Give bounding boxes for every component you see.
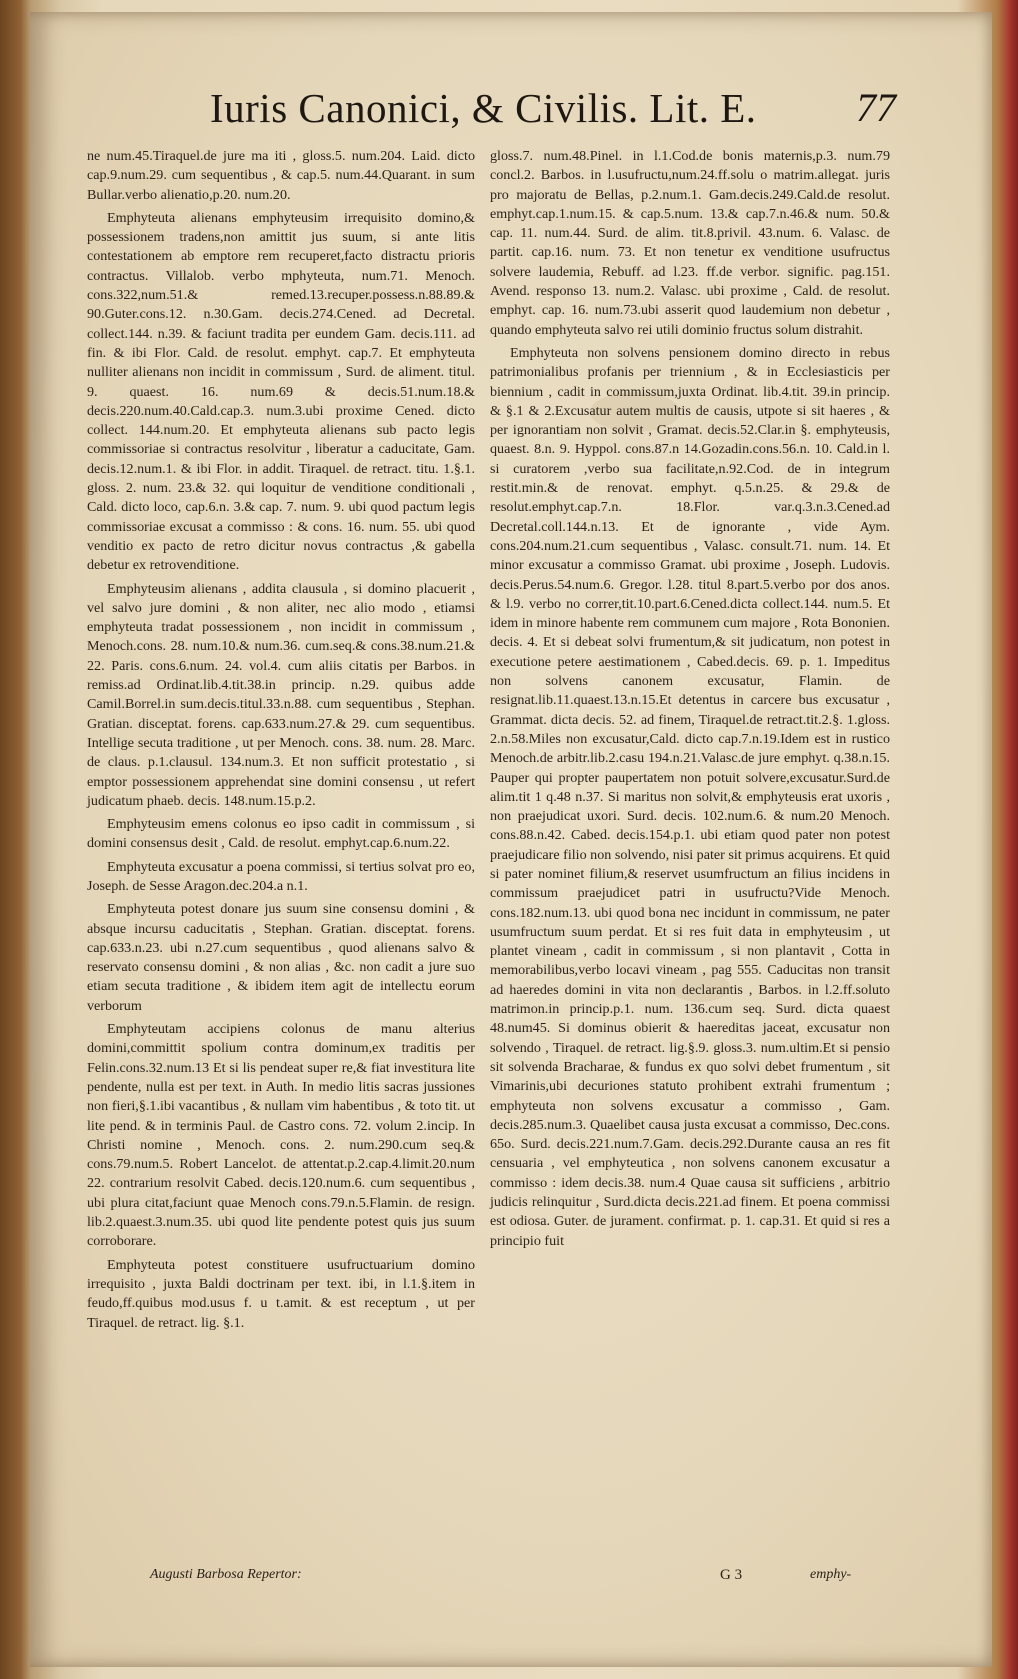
paragraph: ne num.45.Tiraquel.de jure ma iti , gloss.5. num.204. Laid. dicto cap.9.num.29. cum sequentibus , & cap.5. num.44.Quarant. in sum Bullar.verbo alienatio,p.20. num.20. — [87, 148, 475, 203]
catchword: emphy- — [810, 1567, 852, 1582]
running-head — [180, 84, 980, 144]
paragraph: Emphyteuta excusatur a poena commissi, si tertius solvat pro eo, Joseph. de Sesse Aragon.dec.204.a n.1. — [87, 858, 475, 894]
paragraph: Emphyteusim emens colonus eo ipso cadit in commissum , si domini consensus desit , Cald. de resolut. emphyt.cap.6.num.22. — [87, 816, 475, 852]
catchline-left: Augusti Barbosa Repertor: — [150, 1567, 302, 1582]
paragraph: Emphyteuta potest donare jus suum sine consensu domini , & absque incursu caducitatis , Stephan. Gratian. disceptat. forens. cap.633.n.23. ubi n.27.cum sequentibus , quod alienans salvo & reservato consensu domini , & non alias , &c. non cadit a jure suo etiam secuta traditione , & ibidem item agit de intellectu eorum verborum — [87, 901, 475, 1014]
paragraph: Emphyteutam accipiens colonus de manu alterius domini,committit spolium contra dominum,ex traditis per Felin.cons.32.num.13 Et si lis pendeat super re,& fiat investitura lite pendente, nulla est per text. in Auth. In medio litis sacras jussiones non fieri,§.1.ibi vacantibus , & nullam vim habentibus , & toto tit. ut lite pend. & in terminis Paul. de Castro cons. 72. volum 2.incip. In Christi nomine , Menoch. cons. 2. num.290.cum seq.& cons.79.num.5. Robert Lancelot. de attentat.p.2.cap.4.limit.20.num 22. contrarium resolvit Cabed. decis.120.num.6. cum sequentibus , ubi plura citat,faciunt quae Menoch cons.79.n.5.Flamin. de resign. lib.2.quaest.3.num.35. ubi quod lite pendente potest quis jus suum corroborare. — [87, 1021, 475, 1250]
book-page — [30, 12, 992, 1667]
right-column — [490, 147, 890, 1255]
paragraph: Emphyteusim alienans , addita clausula , si domino placuerit , vel salvo jure domini , & non aliter, nec alio modo , etiamsi emphyteuta tradat possessionem , non incidit in commissum , Menoch.cons. 28. num.10.& num.36. cum.seq.& cons.38.num.21.& 22. Paris. cons.6.num. 24. vol.4. cum aliis citatis per Barbos. in remiss.ad Ordinat.lib.4.tit.38.in princip. n.29. quibus adde Camil.Borrel.in sum.decis.titul.33.n.88. cum sequentibus , Stephan. Gratian. disceptat. forens. cap.633.num.27.& 29. cum sequentibus. Intellige secuta traditione , ut per Menoch. cons. 38. num. 28. Marc. de claus. p.1.clausul. 134.num.3. Et non sufficit protestatio , si emptor possessionem apprehendat sine domini consensu , ut refert judicatum phaeb. decis. 148.num.15.p.2. — [87, 580, 475, 809]
paragraph: gloss.7. num.48.Pinel. in l.1.Cod.de bonis maternis,p.3. num.79 concl.2. Barbos. in l.usufructu,num.24.ff.solu o matrim.allegat. juris pro majoratu de Bellas, p.2.num.1. Gam.decis.249.Cald.de resolut. emphyt.cap.1.num.15. & cap.5.num. 13.& cap.7.n.46.& num. 50.& cap. 11. num.44. Surd. de alim. tit.8.privil. 43.num. 6. Valasc. de partit. cap.16. num. 73. Et non tenetur ex venditione usufructus solvere laudemia, Rebuff. ad l.23. ff.de verbor. signific. pag.151. Avend. responso 13. num.2. Valasc. ubi proxime , Cald. de resolut. emphyt. cap. 16. num.73.ubi asserit quod laudemium non debetur , quando emphyteuta salvo rei utili dominio fructus solum distrahit. — [490, 148, 890, 338]
signature-mark: G 3 — [720, 1567, 743, 1583]
paragraph: Emphyteuta potest constituere usufructuarium domino irrequisito , juxta Baldi doctrinam per text. ibi, in l.1.§.item in feudo,ff.quibus mod.usus f. u t.amit. & est receptum , ut per Tiraquel. de retract. lig. §.1. — [87, 1256, 475, 1331]
page-title: Iuris Canonici, & Civilis. Lit. E. — [210, 85, 757, 131]
paragraph: Emphyteuta alienans emphyteusim irrequisito domino,& possessionem tradens,non amittit jus suum, si ante litis contestationem ab emptore rem recuperet,facto distractu prioris contractus. Villalob. verbo mphyteuta, num.71. Menoch. cons.322,num.51.& remed.13.recuper.possess.n.88.89.& 90.Guter.cons.12. n.30.Gam. decis.274.Cened. ad Decretal. collect.144. n.39. & faciunt tradita per eundem Gam. decis.111. ad fin. & ibi Flor. Cald. de resolut. emphyt. cap.7. Et emphyteuta nulliter alienans non incidit in commissum , Surd. de aliment. titul. 9. quaest. 16. num.69 & decis.51.num.18.& decis.220.num.40.Cald.cap.3. num.3.ubi proxime Cened. dicto collect. 144.num.20. Et emphyteuta alienans sub pacto legis commissoriae si contractus resolvitur , liberatur a caducitate, Gam. decis.12.num.1. & ibi Flor. in addit. Tiraquel. de retract. titu. 1.§.1. gloss. 2. num. 23.& 32. qui loquitur de venditione conditionali , Cald. dicto loco, cap.6.n. 3.& cap. 7. num. 9. ubi quod pactum legis commissoriae excusat a commisso : & cons. 16. num. 55. ubi quod venditio ex pacto de retro dicitur novus contractus ,& gabella debetur ex retrovenditione. — [87, 209, 475, 574]
paragraph: Emphyteuta non solvens pensionem domino directo in rebus patrimonialibus profanis per triennium , & in Ecclesiasticis per biennium , cadit in commissum,juxta Ordinat. lib.4.tit. 39.in princip. & §.1 & 2.Excusatur autem multis de causis, utpote si sit haeres , & per ignorantiam non solvit , Gramat. decis.52.Clar.in §. emphyteusis, quaest. 8.n. 9. Hyppol. cons.87.n 14.Gozadin.cons.56.n. 10. Cald.in l. si curatorem ,verbo sua facilitate,n.92.Cod. de in integrum restit.min.& de renovat. emphyt. q.5.n.25. & 29.& de resolut.emphyt.cap.7.n. 18.Flor. var.q.3.n.3.Cened.ad Decretal.coll.144.n.13. Et de ignorante , vide Aym. cons.204.num.21.cum sequentibus , Valasc. consult.71. num. 14. Et minor excusatur a commisso Gramat. ubi proxime , Joseph. Ludovis. decis.Perus.54.num.6. Gregor. l.28. titul 8.part.5.verbo por dos anos. & l.9. verbo no correr,tit.10.part.6.Cened.dicta collect.144. num.5. Et idem in minore habente rem communem cum majore , Rota Bononien. decis. 4. Et si debeat solvi frumentum,& sit judicatum, non potest in executione petere aestimationem , Cabed.decis. 69. p. 1. Impeditus non solvens canonem excusatur, Flamin. de resignat.lib.11.quaest.13.n.15.Et detentus in carcere bus excusatur , Grammat. dicta decis. 52. ad finem, Tiraquel.de retract.tit.2.§. 1.gloss. 2.n.58.Miles non excusatur,Cald. dicto cap.7.n.19.Idem est in rustico Menoch.de arbitr.lib.2.casu 194.n.21.Valasc.de jure emphyt. q.38.n.15. Pauper qui propter paupertatem non potuit solvere,excusatur.Surd.de alim.tit 1 q.48 n.37. Si maritus non solvit,& emphyteusis erat uxoris , non praejudicat uxori. Surd. decis. 102.num.6. & num.20 Menoch. cons.88.n.42. Cabed. decis.154.p.1. ubi etiam quod pater non potest praejudicare filio non solvendo, nisi pater sit primus acquirens. Et quid si pater nominet filium,& reservet usumfructum an filius incidens in commissum praejudicet patri in usufructu?Vide Menoch. cons.182.num.13. ubi quod bona nec incidunt in commissum, ne pater usumfructum suum perdat. Et si res fuit data in emphyteusim , ut plantet vineam , cadit in commissum , si non plantavit , Cotta in memorabilibus,verbo locavi vineam , pag 555. Caducitas non transit ad haeredes domini in vita non declarantis , Barbos. in l.2.ff.soluto matrimon.in princip.p.1. num. 136.cum seq. Surd. dicta quaest 48.num45. Si dominus obierit & haereditas jaceat, excusatur non solvendo , Tiraquel. de retract. lig.§.9. gloss.3. num.ultim.Et si pensio sit solvenda Bracharae, & fundus ex quo solvi debet frumentum , sit Vimarinis,ubi decuriones statuto prohibent extrahi frumentum ; emphyteuta non solvens excusatur a commisso , Gam. decis.285.num.3. Quaelibet causa justa excusat a commisso, Dec.cons. 65o. Surd. decis.221.num.7.Gam. decis.292.Durante causa an res fit censuaria , vel emphyteutica , non solvens canonem excusatur a commisso : idem decis.38. num.4 Quae causa sit sufficiens , arbitrio judicis relinquitur , Surd.dicta decis.221.ad finem. Et poena commissi est odiosa. Guter. de jurament. confirmat. p. 1. cap.31. Et quid si res a principio fuit — [490, 344, 891, 1249]
left-column — [87, 147, 475, 1337]
page-number: 77 — [856, 85, 896, 130]
